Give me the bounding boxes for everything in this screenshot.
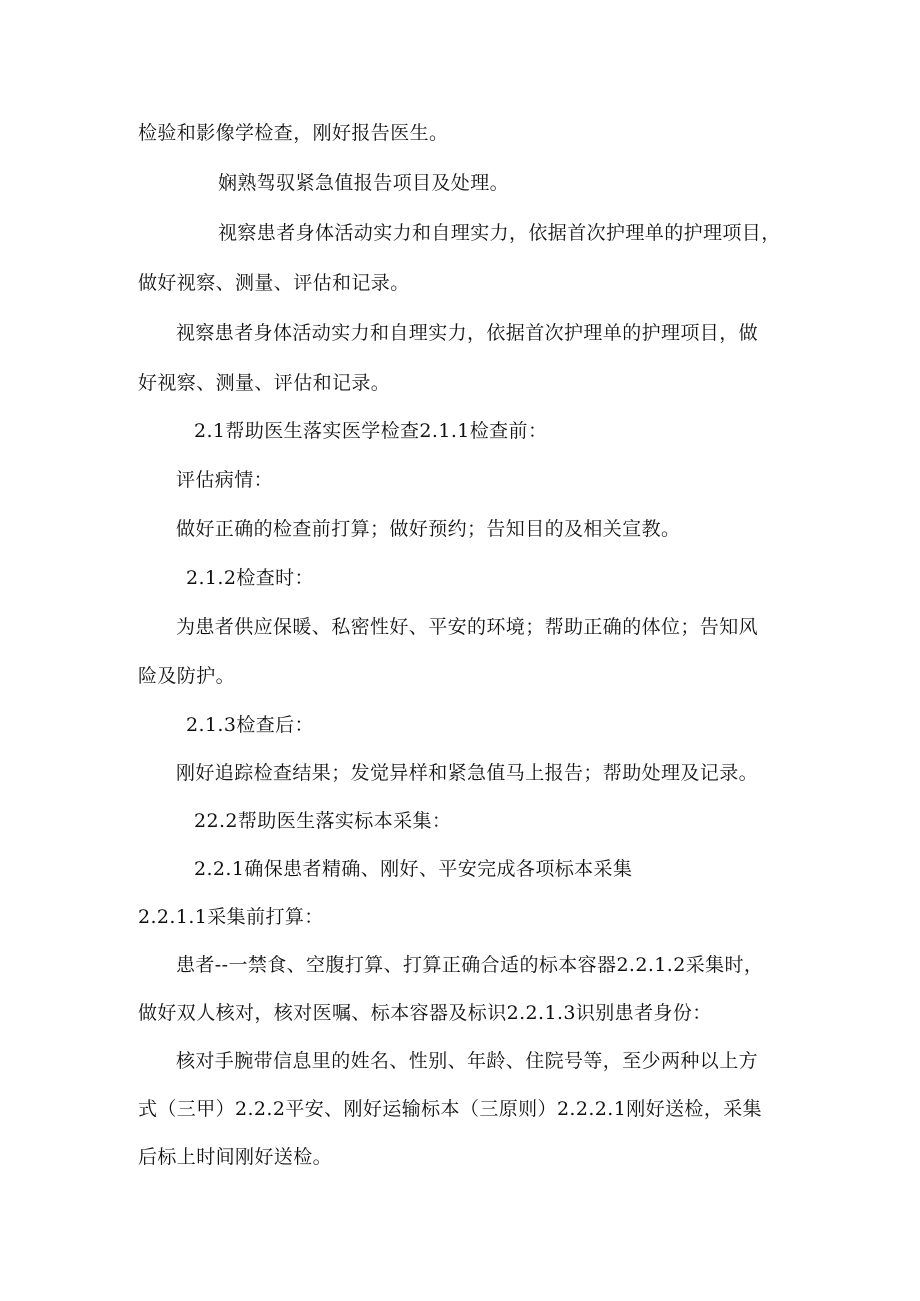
text-line: 检验和影像学检查，刚好报告医生。 (138, 122, 449, 144)
text-line: 2.1帮助医生落实医学检查2.1.1检查前： (194, 420, 548, 442)
text-line: 后标上时间刚好送检。 (138, 1146, 333, 1168)
text-line: 做好双人核对，核对医嘱、标本容器及标识2.2.1.3识别患者身份： (138, 1002, 712, 1024)
text-line: 为患者供应保暖、私密性好、平安的环境；帮助正确的体位；告知风 (176, 616, 759, 638)
text-line: 做好正确的检查前打算；做好预约；告知目的及相关宣教。 (176, 518, 681, 540)
text-line: 视察患者身体活动实力和自理实力，依据首次护理单的护理项目，做 (176, 322, 759, 344)
text-line: 2.1.2检查时： (186, 567, 314, 589)
text-line: 式（三甲）2.2.2平安、刚好运输标本（三原则）2.2.2.1刚好送检，采集 (138, 1098, 763, 1120)
text-line: 好视察、测量、评估和记录。 (138, 372, 391, 394)
text-line: 患者--一禁食、空腹打算、打算正确合适的标本容器2.2.1.2采集时， (176, 954, 764, 976)
text-line: 刚好追踪检查结果；发觉异样和紧急值马上报告；帮助处理及记录。 (176, 762, 759, 784)
text-line: 评估病情： (176, 469, 274, 491)
text-line: 2.2.1.1采集前打算： (138, 906, 324, 928)
text-line: 2.1.3检查后： (186, 714, 314, 736)
text-line: 做好视察、测量、评估和记录。 (138, 272, 410, 294)
text-line: 2.2.1确保患者精确、刚好、平安完成各项标本采集 (194, 858, 633, 880)
text-line: 娴熟驾驭紧急值报告项目及处理。 (218, 172, 510, 194)
text-line: 险及防护。 (138, 665, 236, 687)
text-line: 核对手腕带信息里的姓名、性别、年龄、住院号等，至少两种以上方 (176, 1050, 759, 1072)
text-line: 视察患者身体活动实力和自理实力，依据首次护理单的护理项目， (218, 222, 781, 244)
text-line: 22.2帮助医生落实标本采集： (194, 810, 452, 832)
